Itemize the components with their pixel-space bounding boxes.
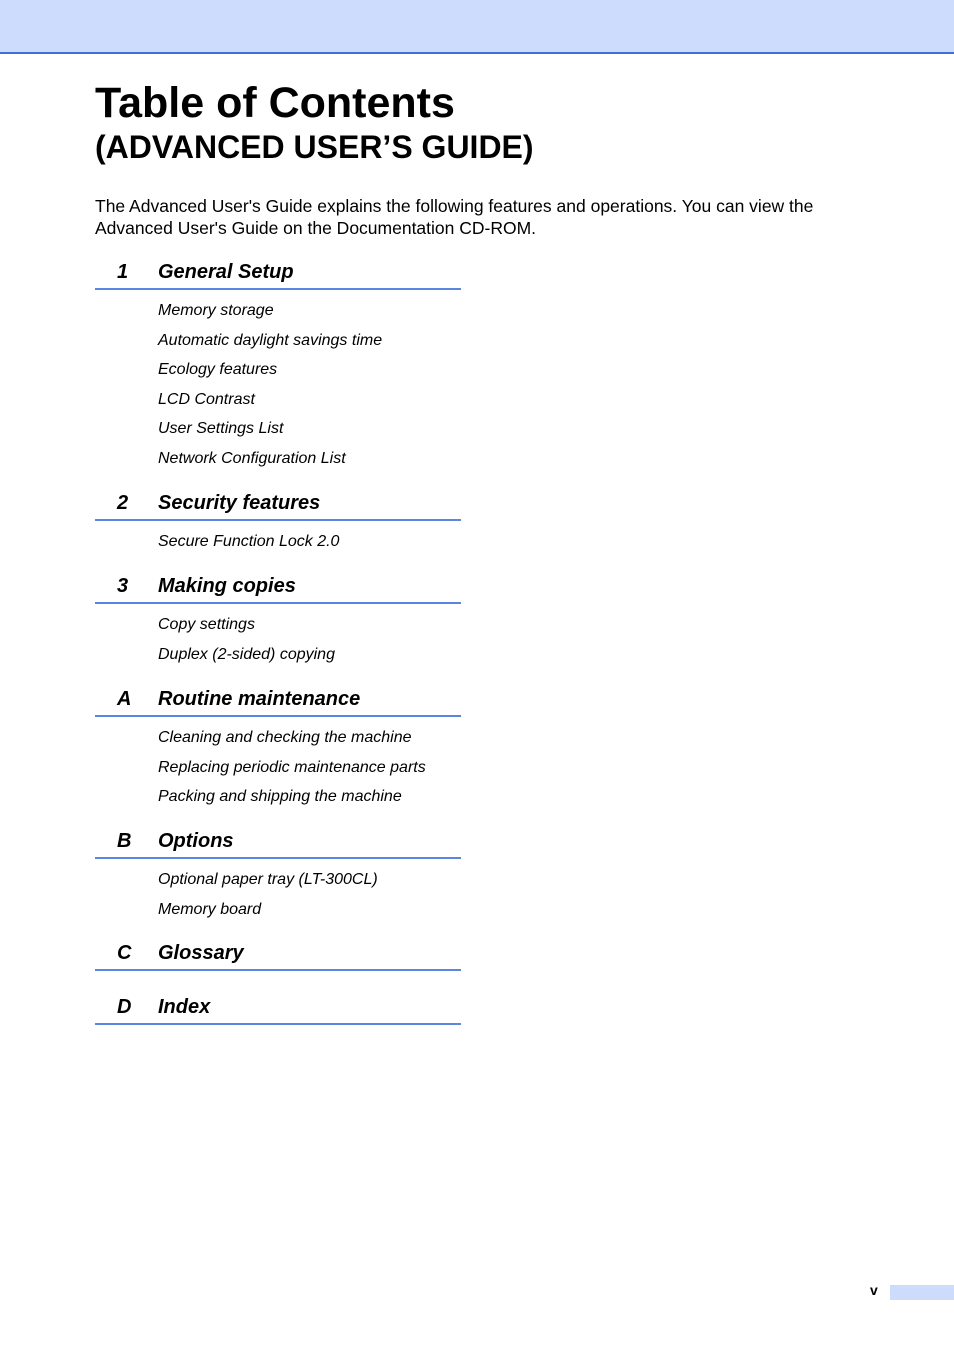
toc-item[interactable]: Network Configuration List — [158, 449, 346, 467]
chapter-title: Routine maintenance — [158, 688, 361, 710]
chapter-heading[interactable] — [95, 572, 461, 604]
chapter-general-setup — [95, 258, 461, 467]
chapter-title: Options — [158, 830, 234, 852]
chapter-number: C — [117, 942, 132, 964]
toc-item[interactable]: Ecology features — [158, 361, 278, 378]
page-number: v — [870, 1282, 878, 1298]
chapter-making-copies — [95, 572, 461, 663]
chapter-number: A — [117, 688, 132, 710]
chapter-heading[interactable] — [95, 993, 461, 1025]
chapter-glossary — [95, 939, 461, 971]
header-band — [0, 0, 954, 54]
toc-item[interactable]: Packing and shipping the machine — [158, 788, 402, 805]
chapter-number: 1 — [117, 261, 129, 283]
chapter-routine-maintenance — [95, 685, 461, 805]
chapter-items — [158, 723, 426, 812]
chapter-number: 3 — [117, 575, 129, 597]
chapter-items — [158, 296, 382, 473]
toc-item[interactable]: User Settings List — [158, 420, 284, 437]
chapter-title: Glossary — [158, 942, 244, 964]
toc-item[interactable]: LCD Contrast — [158, 390, 255, 408]
chapter-title: General Setup — [158, 261, 294, 283]
toc-item[interactable]: Cleaning and checking the machine — [158, 729, 412, 746]
chapter-heading[interactable] — [95, 258, 461, 290]
chapter-items — [158, 865, 378, 924]
toc-item[interactable]: Duplex (2-sided) copying — [158, 645, 335, 663]
chapter-title: Security features — [158, 492, 321, 514]
page-subtitle: (ADVANCED USER’S GUIDE) — [95, 129, 534, 165]
chapter-heading[interactable] — [95, 489, 461, 521]
chapter-items — [158, 610, 335, 669]
chapter-heading[interactable] — [95, 827, 461, 859]
chapter-options — [95, 827, 461, 918]
toc-item[interactable]: Replacing periodic maintenance parts — [158, 758, 426, 776]
intro-paragraph: The Advanced User's Guide explains the following features and operations. You can view the Advanced User's Guide on the Documentation CD-ROM. — [95, 196, 814, 238]
chapter-security-features — [95, 489, 461, 550]
toc-item[interactable]: Optional paper tray (LT-300CL) — [158, 871, 378, 888]
chapter-heading[interactable] — [95, 685, 461, 717]
chapter-index — [95, 993, 461, 1025]
chapter-title: Index — [158, 996, 211, 1018]
toc-item[interactable]: Memory storage — [158, 302, 274, 319]
page-title: Table of Contents — [95, 79, 455, 127]
chapter-number: 2 — [117, 492, 129, 514]
chapter-heading[interactable] — [95, 939, 461, 971]
page-tab — [890, 1285, 954, 1300]
chapter-number: D — [117, 996, 132, 1018]
toc-item[interactable]: Automatic daylight savings time — [158, 331, 383, 349]
chapter-title: Making copies — [158, 575, 296, 597]
toc-item[interactable]: Secure Function Lock 2.0 — [158, 533, 340, 550]
toc-item[interactable]: Memory board — [158, 900, 262, 918]
chapter-items — [158, 527, 339, 557]
toc-item[interactable]: Copy settings — [158, 616, 255, 633]
chapter-number: B — [117, 830, 132, 852]
title-block — [95, 78, 534, 166]
